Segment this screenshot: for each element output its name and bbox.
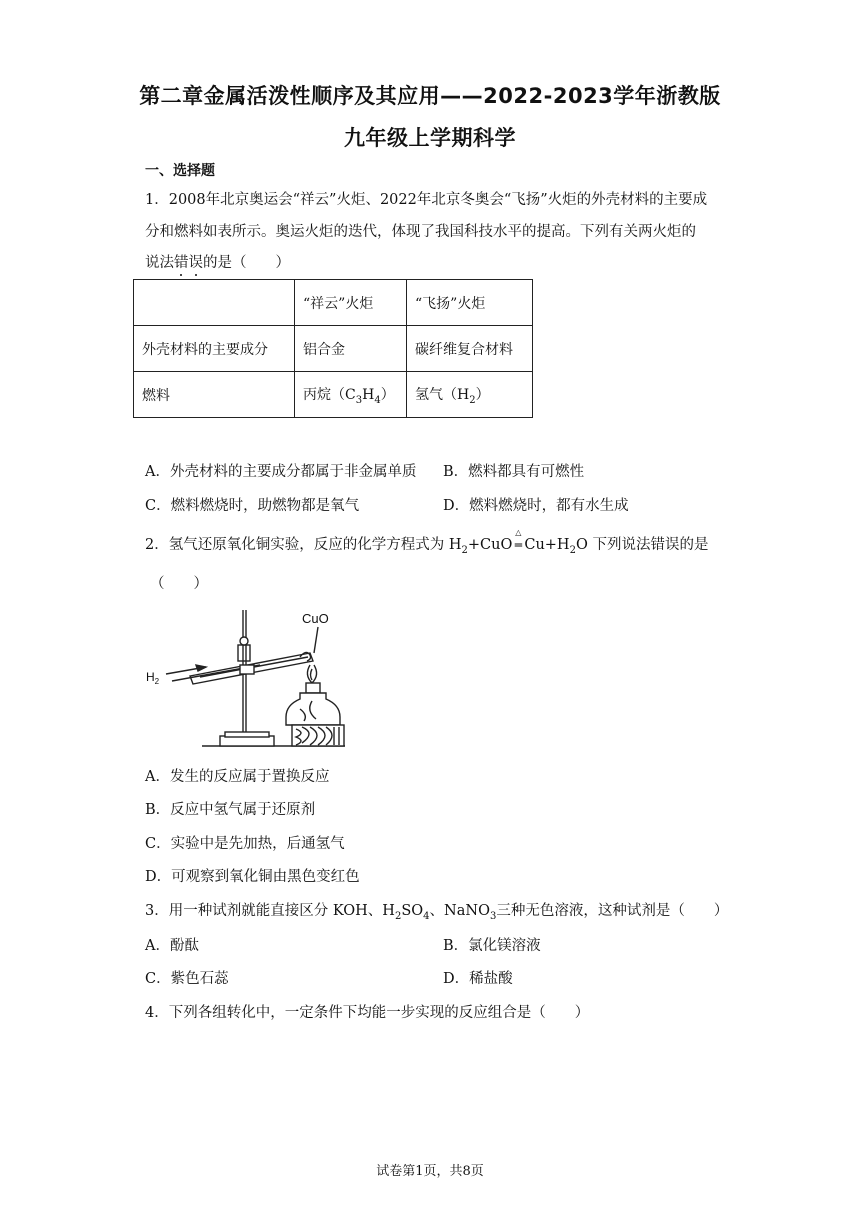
table-row: [134, 326, 533, 372]
table-row: [134, 280, 533, 326]
table-cell: 燃料: [134, 372, 295, 418]
q2-option-c: C．实验中是先加热，后通氢气: [145, 836, 345, 852]
table-row: [134, 372, 533, 418]
q3-option-a: A．酚酞: [145, 938, 199, 954]
table-cell: 氢气$(H_2)$: [407, 372, 533, 418]
torch-comparison-table: [133, 279, 533, 418]
q4-stem: 4．下列各组转化中，一定条件下均能一步实现的反应组合是（ ）: [145, 1005, 590, 1021]
q2-option-a: A．发生的反应属于置换反应: [145, 769, 330, 785]
table-cell: “飞扬”火炬: [407, 280, 533, 326]
hydrogen-reduction-apparatus: [140, 605, 355, 750]
table-cell: [134, 280, 295, 326]
q2-answer-paren: （ ）: [150, 576, 208, 592]
section-heading: 一、选择题: [145, 163, 215, 179]
emphasis-char: 误: [188, 255, 203, 271]
q1-stem-line2: 分和燃料如表所示。奥运火炬的迭代，体现了我国科技水平的提高。下列有关两火炬的: [145, 224, 696, 240]
table-cell: “祥云”火炬: [295, 280, 407, 326]
q3-option-d: D．稀盐酸: [443, 971, 513, 987]
q1-stem-line1: 1．2008年北京奥运会“祥云”火炬、2022年北京冬奥会“飞扬”火炬的外壳材料的主要成: [145, 192, 708, 208]
table-cell: 铝合金: [295, 326, 407, 372]
table-cell: 丙烷$(C_3H_4)$: [295, 372, 407, 418]
h2-label: $H_2$: [146, 670, 160, 686]
q3-option-c: C．紫色石蕊: [145, 971, 229, 987]
q1-stem-line3: 说法错误的是（ ）: [145, 255, 290, 271]
cuo-label: CuO: [302, 611, 329, 626]
q1-option-a: A．外壳材料的主要成分都属于非金属单质: [145, 464, 417, 480]
emphasis-char: 错: [174, 255, 189, 271]
q2-option-d: D．可观察到氧化铜由黑色变红色: [145, 869, 360, 885]
q3-stem: 3．用一种试剂就能直接区分 KOH、$H_2SO_4$、NaNO$_3$三种无色溶液，这种试剂是（ ）: [145, 903, 729, 922]
table-cell: 碳纤维复合材料: [407, 326, 533, 372]
document-title-line1: 第二章金属活泼性顺序及其应用——2022-2023学年浙教版: [139, 84, 721, 108]
table-cell: 外壳材料的主要成分: [134, 326, 295, 372]
q1-option-c: C．燃料燃烧时，助燃物都是氧气: [145, 498, 360, 514]
q2-stem: 2．氢气还原氧化铜实验，反应的化学方程式为 $H_2+CuO$ △ ═ $Cu+H_2O$ 下列说法错误的是: [145, 528, 709, 556]
document-title-line2: 九年级上学期科学: [344, 126, 516, 150]
q3-option-b: B．氯化镁溶液: [443, 938, 541, 954]
reaction-condition: △ ═: [514, 528, 522, 552]
q2-option-b: B．反应中氢气属于还原剂: [145, 802, 316, 818]
q1-option-b: B．燃料都具有可燃性: [443, 464, 585, 480]
page-footer: 试卷第1页，共8页: [376, 1164, 484, 1179]
q1-option-d: D．燃料燃烧时，都有水生成: [443, 498, 629, 514]
